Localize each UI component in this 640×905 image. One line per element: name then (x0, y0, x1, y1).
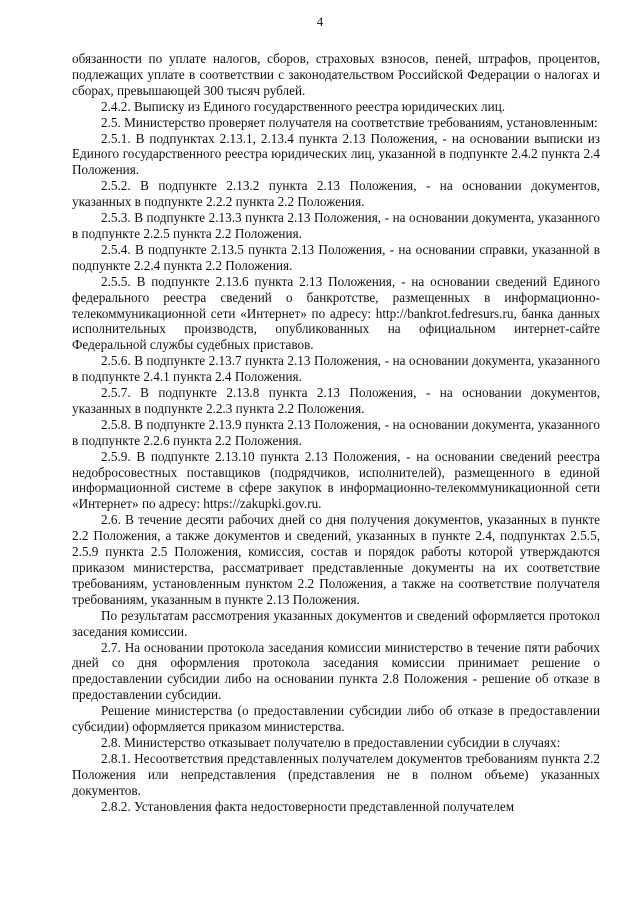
paragraph: 2.8.2. Установления факта недостоверности представленной получателем (101, 798, 515, 814)
paragraph: 2.8.1. Несоответствия представленных получателем документов требованиям пункта 2.2 Положения или непредставления (представления не в полном объеме) указанных документов. (72, 750, 600, 798)
paragraph: 2.5.1. В подпунктах 2.13.1, 2.13.4 пункта 2.13 Положения, - на основании выписки из Единого государственного реестра юридических лиц, указанной в подпункте 2.4.2 пункта 2.4 Положения. (72, 130, 600, 178)
paragraph: 2.4.2. Выписку из Единого государственного реестра юридических лиц. (101, 98, 506, 114)
paragraph: 2.6. В течение десяти рабочих дней со дня получения документов, указанных в пункте 2.2 Положения, а также документов и сведений, указанных в пункте 2.4, подпунктах 2.5.5, 2.5.9 пункта 2.5 Положения, комиссия, состав и порядок работы которой утверждаются приказом министерства, рассматривает представленные документы на их соответствие требованиям, установленным пунктом 2.2 Положения, а также на соответствие получателя требованиям, указанным в пункте 2.13 Положения. (72, 512, 600, 607)
document-body (72, 51, 600, 815)
paragraph: 2.5.9. В подпункте 2.13.10 пункта 2.13 Положения, - на основании сведений реестра недобросовестных поставщиков (подрядчиков, исполнителей), размещенного в единой информационной системе в сфере закупок в информационно-телекоммуникационной сети «Интернет» по адресу: https://zakupki.gov.ru. (72, 448, 600, 512)
paragraph: По результатам рассмотрения указанных документов и сведений оформляется протокол заседания комиссии. (72, 607, 600, 639)
paragraph: 2.8. Министерство отказывает получателю в предоставлении субсидии в случаях: (101, 734, 561, 750)
paragraph: обязанности по уплате налогов, сборов, страховых взносов, пеней, штрафов, процентов, подлежащих уплате в соответствии с законодательством Российской Федерации о налогах и сборах, превышающей 300 тысяч рублей. (72, 51, 600, 98)
paragraph: 2.5. Министерство проверяет получателя на соответствие требованиям, установленным: (101, 114, 598, 130)
paragraph: 2.5.3. В подпункте 2.13.3 пункта 2.13 Положения, - на основании документа, указанного в подпункте 2.2.5 пункта 2.2 Положения. (72, 210, 600, 241)
paragraph: 2.5.8. В подпункте 2.13.9 пункта 2.13 Положения, - на основании документа, указанного в подпункте 2.2.6 пункта 2.2 Положения. (72, 416, 600, 448)
page-number: 4 (316, 14, 324, 29)
paragraph: 2.5.5. В подпункте 2.13.6 пункта 2.13 Положения, - на основании сведений Единого федерального реестра сведений о банкротстве, размещенных в информационно-телекоммуникационной сети «Интернет» по адресу: http://bankrot.fedresurs.ru, банка данных исполнительных производств, опубликованных на официальном интернет-сайте Федеральной службы судебных приставов. (72, 273, 600, 353)
paragraph: 2.5.6. В подпункте 2.13.7 пункта 2.13 Положения, - на основании документа, указанного в подпункте 2.4.1 пункта 2.4 Положения. (72, 353, 600, 385)
paragraph: 2.5.7. В подпункте 2.13.8 пункта 2.13 Положения, - на основании документов, указанных в подпункте 2.2.3 пункта 2.2 Положения. (72, 385, 600, 416)
paragraph: 2.5.2. В подпункте 2.13.2 пункта 2.13 Положения, - на основании документов, указанных в подпункте 2.2.2 пункта 2.2 Положения. (72, 178, 600, 210)
paragraph: Решение министерства (о предоставлении субсидии либо об отказе в предоставлении субсидии) оформляется приказом министерства. (72, 703, 600, 735)
paragraph: 2.7. На основании протокола заседания комиссии министерство в течение пяти рабочих дней со дня оформления протокола заседания комиссии принимает решение о предоставлении субсидии либо на основании пункта 2.8 Положения - решение об отказе в предоставлении субсидии. (72, 639, 600, 703)
paragraph: 2.5.4. В подпункте 2.13.5 пункта 2.13 Положения, - на основании справки, указанной в подпункте 2.2.4 пункта 2.2 Положения. (72, 241, 600, 273)
